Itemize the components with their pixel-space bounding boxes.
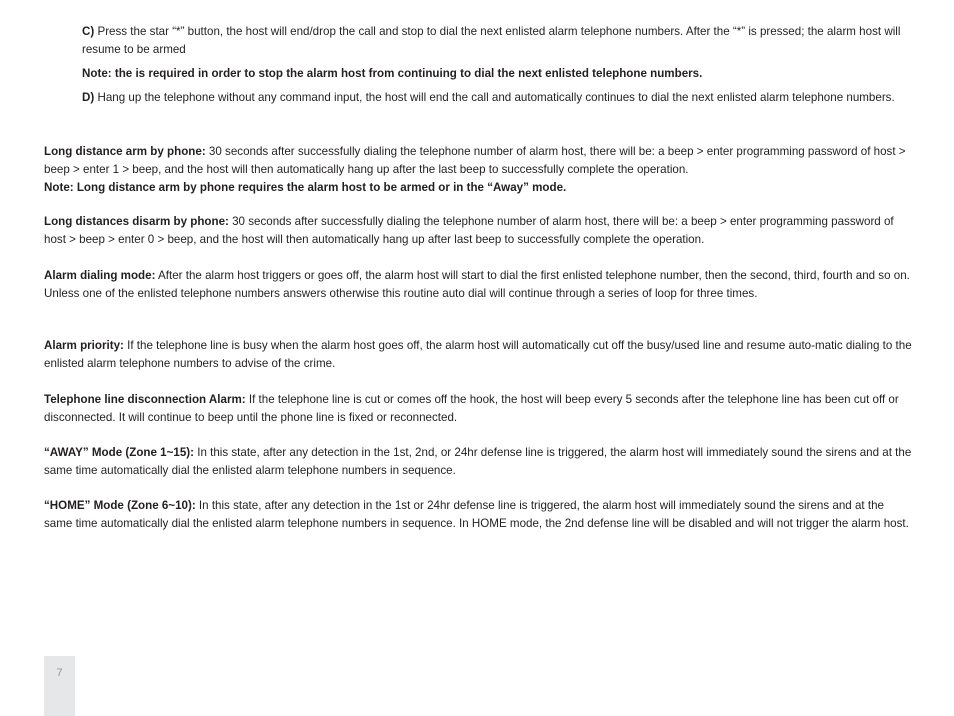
section-away-mode-text: In this state, after any detection in the 1st, 2nd, or 24hr defense line is triggered, the alarm host will immediately sound the sirens and at the same time automatically dial the enlisted alarm telephone numbers in sequence. [44, 446, 912, 477]
item-c-label: C) [82, 25, 95, 38]
section-long-distance-arm-text: 30 seconds after successfully dialing the telephone number of alarm host, there will be: a beep > enter programming password of host > beep > enter 1 > beep, and the host will then automatically hang up after the last beep to successfully complete the operation. [44, 145, 906, 176]
section-long-distance-arm-note: Note: Long distance arm by phone requires the alarm host to be armed or in the “Away” mode. [44, 180, 567, 194]
section-away-mode-heading: “AWAY” Mode (Zone 1~15): [44, 446, 194, 459]
item-c-text: Press the star “*” button, the host will end/drop the call and stop to dial the next enlisted alarm telephone numbers. After the “*” is pressed; the alarm host will resume to be armed [82, 25, 901, 56]
item-d-label: D) [82, 91, 95, 104]
section-alarm-dialing-mode [44, 267, 912, 303]
note-stop-dialing-text: Note: the is required in order to stop the alarm host from continuing to dial the next enlisted telephone numbers. [82, 67, 703, 80]
item-c [82, 23, 912, 59]
section-long-distance-arm-heading: Long distance arm by phone: [44, 145, 206, 158]
section-line-disconnection-alarm [44, 391, 912, 427]
section-alarm-priority-heading: Alarm priority: [44, 339, 124, 352]
section-long-distance-disarm [44, 213, 912, 249]
item-d-text: Hang up the telephone without any command input, the host will end the call and automatically continues to dial the next enlisted alarm telephone numbers. [94, 91, 895, 104]
section-away-mode [44, 444, 912, 480]
note-stop-dialing [82, 65, 912, 83]
section-line-disconnection-alarm-text: If the telephone line is cut or comes off the hook, the host will beep every 5 seconds after the telephone line has been cut off or disconnected. It will continue to beep until the phone line is fixed or reconnected. [44, 393, 899, 424]
section-alarm-dialing-mode-text: After the alarm host triggers or goes off, the alarm host will start to dial the first enlisted telephone number, then the second, third, fourth and so on. Unless one of the enlisted telephone numbers answers otherwise this routine auto dial will continue through a series of loop for three times. [44, 269, 910, 300]
section-line-disconnection-alarm-heading: Telephone line disconnection Alarm: [44, 393, 246, 406]
section-alarm-priority [44, 337, 912, 373]
section-long-distance-disarm-heading: Long distances disarm by phone: [44, 215, 229, 228]
item-d [82, 89, 912, 107]
section-long-distance-arm [44, 143, 912, 196]
section-home-mode-text: In this state, after any detection in the 1st or 24hr defense line is triggered, the alarm host will immediately sound the sirens and at the same time automatically dial the enlisted alarm telephone numbers in sequence. In HOME mode, the 2nd defense line will be disabled and will not trigger the alarm host. [44, 499, 909, 530]
page-number: 7 [56, 667, 63, 679]
section-long-distance-disarm-text: 30 seconds after successfully dialing the telephone number of alarm host, there will be: a beep > enter programming password of host > beep > enter 0 > beep, and the host will then automatically hang up after last beep to successfully complete the operation. [44, 215, 894, 246]
section-alarm-dialing-mode-heading: Alarm dialing mode: [44, 269, 156, 282]
section-home-mode [44, 497, 912, 533]
page-number-tab [44, 656, 75, 716]
section-home-mode-heading: “HOME” Mode (Zone 6~10): [44, 499, 196, 512]
section-alarm-priority-text: If the telephone line is busy when the alarm host goes off, the alarm host will automatically cut off the busy/used line and resume auto-matic dialing to the enlisted alarm telephone numbers to advise of the crime. [44, 339, 912, 370]
